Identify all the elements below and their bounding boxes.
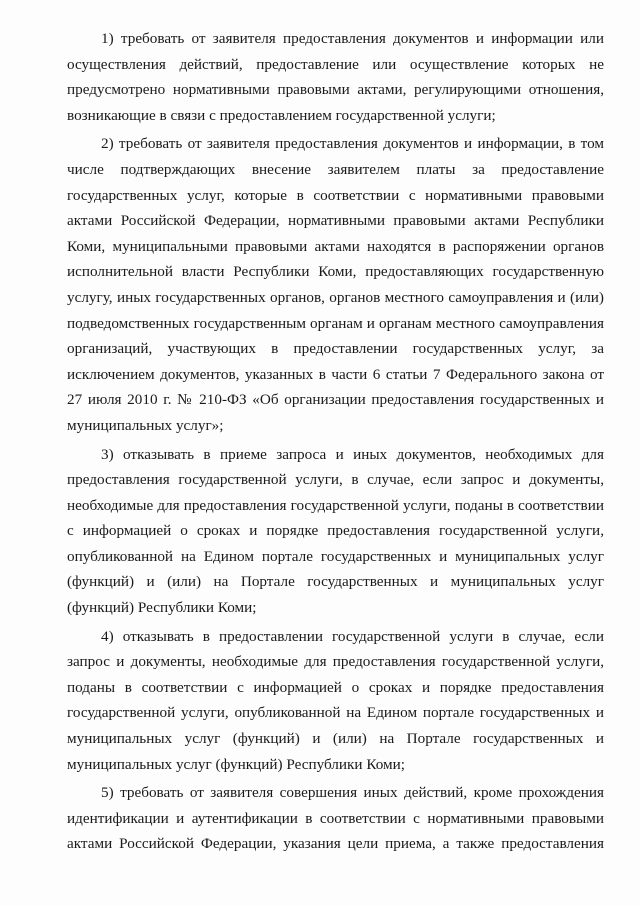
text-line: Коми, муниципальными правовыми актами находятся в распоряжении органов [67,237,604,255]
text-line: муниципальных услуг (функций) Республики Коми; [67,755,405,773]
text-line: 4) отказывать в предоставлении государственной услуги в случае, если [101,627,604,645]
text-line: (функций) и (или) на Портале государственных и муниципальных услуг [67,573,604,591]
text-line: предоставления государственной услуги, в случае, если запрос и документы, [67,471,604,489]
text-line: 1) требовать от заявителя предоставления документов и информации или [101,30,604,47]
text-line: 27 июля 2010 г. № 210-ФЗ «Об организации предоставления государственных и [67,391,604,409]
text-line: с информацией о сроках и порядке предоставления государственной услуги, [67,522,604,540]
paragraph-2 [67,131,604,438]
paragraph-3 [67,442,604,621]
text-line: исполнительной власти Республики Коми, предоставляющих государственную [67,263,604,281]
text-line: 3) отказывать в приеме запроса и иных документов, необходимых для [101,445,604,463]
text-line: организаций, участвующих в предоставлении государственных услуг, за [67,340,604,358]
text-line: услугу, иных государственных органов, органов местного самоуправления и (или) [67,288,604,306]
text-line: государственной услуги, опубликованной на Едином портале государственных и [67,704,604,722]
text-line: актами Российской Федерации, указания цели приема, а также предоставления [67,835,604,853]
text-line: предусмотрено нормативными правовыми актами, регулирующими отношения, [67,81,604,99]
text-line: подведомственных государственным органам и органам местного самоуправления [67,314,604,332]
text-line: исключением документов, указанных в части 6 статьи 7 Федерального закона от [67,365,604,383]
text-line: актами Российской Федерации, нормативными правовыми актами Республики [67,212,604,230]
paragraph-1 [67,26,604,128]
text-line: числе подтверждающих внесение заявителем платы за предоставление [67,160,604,178]
text-line: муниципальных услуг»; [67,416,224,434]
text-line: возникающие в связи с предоставлением государственной услуги; [67,106,496,124]
text-line: опубликованной на Едином портале государственных и муниципальных услуг [67,547,604,565]
text-line: муниципальных услуг (функций) и (или) на Портале государственных и [67,730,604,748]
text-line: поданы в соответствии с информацией о сроках и порядке предоставления [67,678,604,696]
text-line: осуществления действий, предоставление или осуществление которых не [67,55,604,73]
text-line: необходимые для предоставления государственной услуги, поданы в соответствии [67,496,604,514]
text-line: 5) требовать от заявителя совершения иных действий, кроме прохождения [101,784,604,802]
text-line: (функций) Республики Коми; [67,599,257,617]
paragraph-4 [67,624,604,778]
text-line: запрос и документы, необходимые для предоставления государственной услуги, [67,653,604,671]
paragraph-5 [67,780,604,857]
text-line: идентификации и аутентификации в соответствии с нормативными правовыми [67,809,604,827]
text-line: 2) требовать от заявителя предоставления документов и информации, в том [101,135,604,153]
text-line: государственных услуг, которые в соответствии с нормативными правовыми [67,186,604,204]
